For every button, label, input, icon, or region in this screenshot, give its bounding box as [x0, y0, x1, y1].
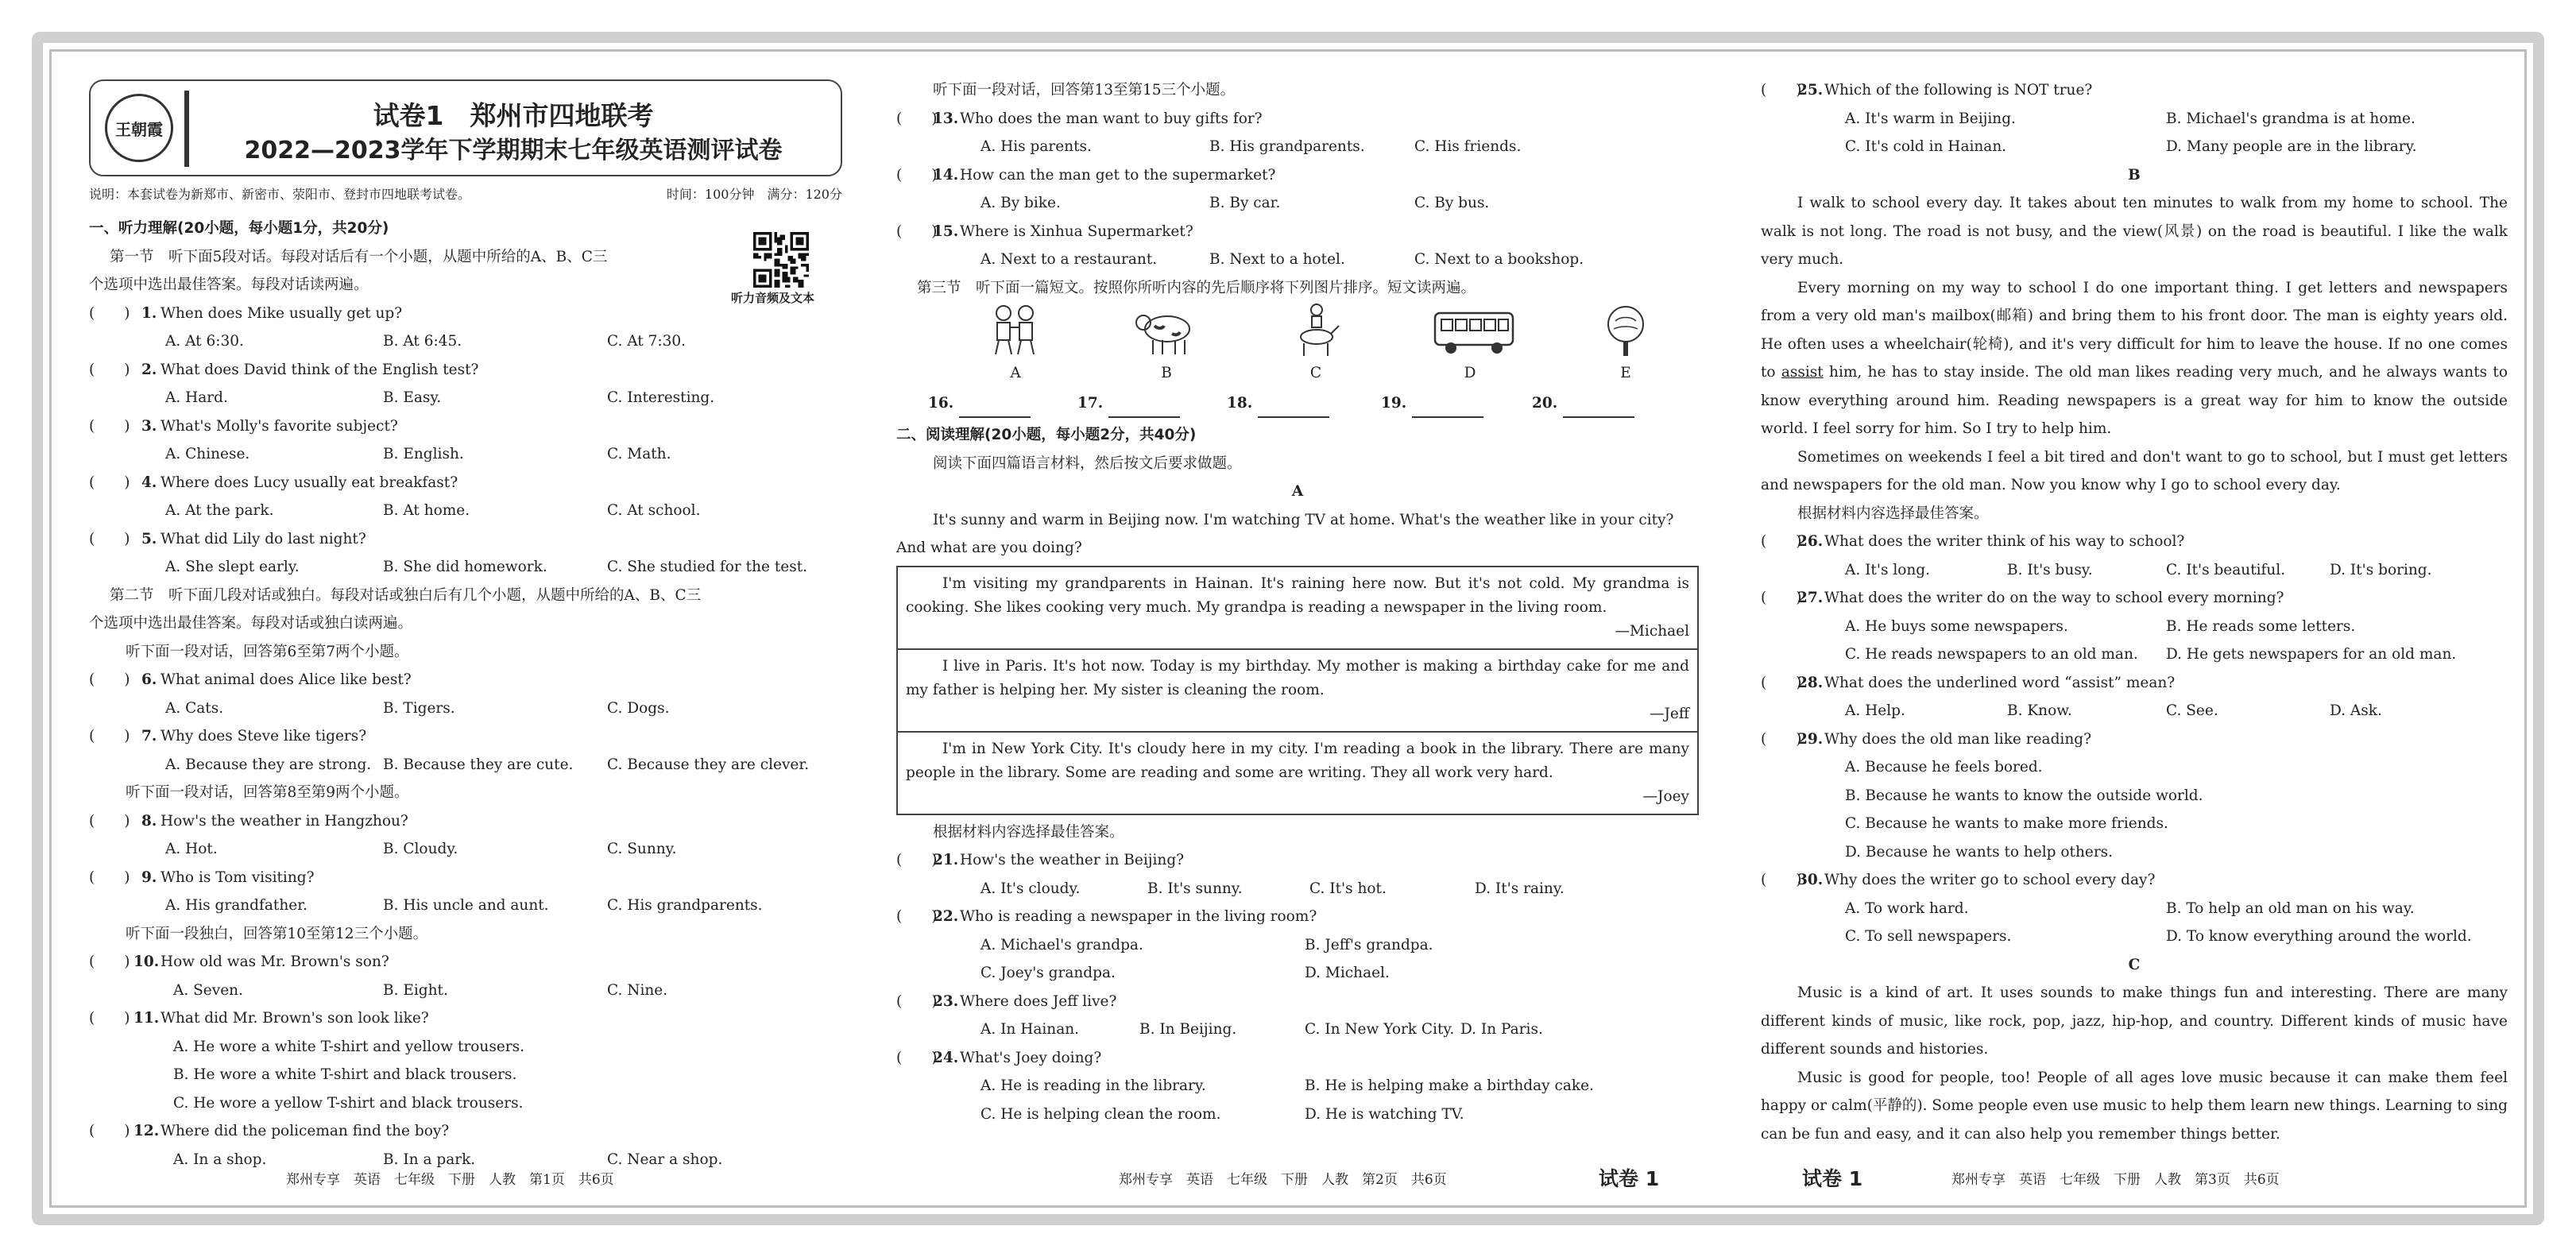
option-a[interactable]: A. Hot. — [165, 841, 218, 857]
option-c[interactable]: C. It's cold in Hainan. — [1845, 138, 2007, 155]
option-c[interactable]: C. Joey's grandpa. — [981, 965, 1116, 981]
option-b[interactable]: B. At 6:45. — [383, 333, 462, 350]
option-b[interactable]: B. Tigers. — [383, 699, 455, 717]
option-a[interactable]: A. Cats. — [165, 699, 224, 717]
option-b[interactable]: B. Michael's grandma is at home. — [2166, 110, 2415, 127]
option-b[interactable]: B. Because he wants to know the outside world. — [1845, 787, 2203, 804]
answer-blank-20[interactable]: 20. — [1532, 389, 1634, 418]
option-a[interactable]: A. Next to a restaurant. — [981, 251, 1158, 268]
picture-a — [976, 302, 1055, 388]
picture-label: A — [1010, 365, 1021, 381]
option-11b — [89, 1061, 842, 1089]
options-8 — [89, 835, 842, 864]
option-b[interactable]: B. His uncle and aunt. — [383, 897, 549, 914]
question-29: ( ) 29. Why does the old man like reading? — [1761, 730, 2092, 748]
options-4 — [89, 497, 842, 525]
option-b[interactable]: B. He reads some letters. — [2166, 617, 2356, 635]
options-22ab — [896, 931, 1699, 960]
option-b[interactable]: B. It's busy. — [2007, 561, 2093, 578]
question-14: ( ) 14. How can the man get to the supermarket? — [896, 166, 1276, 184]
passage-b-p2: Every morning on my way to school I do one important thing. I get letters and newspapers from a very old man's mailbox(邮箱) and bring them to his front door. The man is eighty years old. He often uses a wheelchair(轮椅), and it's very difficult for him to leave the house. If no one comes to assist him, he has to stay inside. The old man likes reading very much, and he always wants to know everything around him. Reading newspapers is a great way for him to know the outside world. I feel sorry for him. So I try to help him. — [1761, 279, 2508, 437]
options-27ab — [1761, 613, 2508, 641]
footer-page-2: 郑州专享 英语 七年级 下册 人教 第2页 共6页 — [1119, 1172, 1447, 1188]
option-b[interactable]: B. Easy. — [383, 389, 442, 406]
passage-a-label: A — [1291, 483, 1304, 500]
option-c[interactable]: C. Next to a bookshop. — [1414, 251, 1584, 268]
option-d[interactable]: D. It's rainy. — [1475, 880, 1565, 897]
option-c[interactable]: C. By bus. — [1414, 195, 1490, 211]
options-10 — [89, 977, 842, 1005]
exam-header — [89, 79, 842, 176]
exam-title: 试卷1 郑州市四地联考 — [373, 100, 654, 131]
option-29b — [1761, 782, 2508, 810]
options-24cd — [896, 1100, 1699, 1129]
exam-subtitle: 2022—2023学年下学期期末七年级英语测评试卷 — [244, 137, 783, 164]
options-14 — [896, 189, 1699, 218]
question-3: ( ) 3. What's Molly's favorite subject? — [89, 417, 398, 435]
options-13 — [896, 133, 1699, 161]
option-b[interactable]: B. Jeff's grandpa. — [1305, 936, 1433, 953]
options-24ab — [896, 1072, 1699, 1100]
option-c[interactable]: C. It's beautiful. — [2166, 561, 2286, 578]
part2-intro: 阅读下面四篇语言材料，然后按文后要求做题。 — [933, 454, 1242, 472]
signature: —Michael — [1615, 622, 1689, 640]
signature: —Jeff — [1649, 705, 1689, 722]
question-1: ( ) 1. When does Mike usually get up? — [89, 304, 403, 322]
part2-heading: 二、阅读理解(20小题，每小题2分，共40分) — [896, 427, 1197, 443]
option-b[interactable]: B. In Beijing. — [1139, 1021, 1237, 1038]
picture-label: D — [1464, 365, 1476, 381]
options-30ab — [1761, 895, 2508, 923]
question-24: ( ) 24. What's Joey doing? — [896, 1049, 1102, 1066]
option-a[interactable]: A. His parents. — [981, 138, 1092, 155]
options-6 — [89, 694, 842, 723]
picture-c — [1276, 302, 1356, 388]
option-d[interactable]: D. Because he wants to help others. — [1845, 843, 2114, 861]
option-a[interactable]: A. Seven. — [173, 981, 243, 999]
section2-instruction: 第二节 听下面几段对话或独白。每段对话或独白后有几个小题，从题中所给的A、B、C三 — [110, 586, 702, 604]
option-a[interactable]: A. Michael's grandpa. — [981, 936, 1143, 953]
intro-13-15: 听下面一段对话，回答第13至第15三个小题。 — [933, 82, 1236, 99]
option-b[interactable]: B. Because they are cute. — [383, 756, 574, 773]
option-a[interactable]: A. Because he feels bored. — [1845, 759, 2043, 775]
picture-label: C — [1309, 365, 1322, 381]
options-21 — [896, 875, 1699, 903]
question-25: ( ) 25. Which of the following is NOT true? — [1761, 82, 2093, 99]
option-c[interactable]: C. She studied for the test. — [607, 559, 808, 575]
picture-row — [896, 302, 1699, 389]
option-a[interactable]: A. Hard. — [165, 389, 228, 406]
question-5: ( ) 5. What did Lily do last night? — [89, 530, 366, 547]
header-divider — [184, 91, 189, 167]
replies-box — [896, 566, 1699, 815]
options-26 — [1761, 556, 2508, 585]
option-11c — [89, 1089, 842, 1118]
exam-tag-right: 试卷 1 — [1599, 1167, 1660, 1190]
option-c[interactable]: C. Near a shop. — [607, 1151, 723, 1168]
underlined-word: assist — [1781, 364, 1824, 381]
option-b[interactable]: B. His grandparents. — [1209, 138, 1365, 155]
option-c[interactable]: C. See. — [2166, 702, 2218, 719]
option-c[interactable]: C. Because he wants to make more friends. — [1845, 815, 2168, 832]
option-11a — [89, 1033, 842, 1062]
option-c[interactable]: C. His grandparents. — [607, 897, 763, 914]
answer-blank-16[interactable]: 16. — [928, 389, 1031, 418]
option-a[interactable]: A. In a shop. — [173, 1151, 267, 1168]
picture-e — [1586, 302, 1665, 388]
option-b[interactable]: B. By car. — [1209, 195, 1281, 211]
option-a[interactable]: A. To work hard. — [1845, 899, 1969, 917]
intro-8-9: 听下面一段对话，回答第8至第9两个小题。 — [126, 784, 409, 801]
question-10: ( ) 10. How old was Mr. Brown's son? — [89, 953, 389, 970]
section1-instruction-cont: 个选项中选出最佳答案。每段对话读两遍。 — [89, 277, 369, 293]
column-page-3 — [1761, 76, 2508, 1148]
note-text: 说明：本套试卷为新郑市、新密市、荥阳市、登封市四地联考试卷。 — [89, 187, 471, 202]
option-a[interactable]: A. At the park. — [165, 502, 274, 519]
passage-b-label: B — [2128, 166, 2141, 184]
option-a[interactable]: A. Chinese. — [165, 446, 250, 462]
option-c[interactable]: C. He wore a yellow T-shirt and black trousers. — [173, 1094, 524, 1112]
question-12: ( ) 12. Where did the policeman find the boy? — [89, 1123, 450, 1139]
picture-label: E — [1620, 365, 1631, 381]
passage-a-intro-1: It's sunny and warm in Beijing now. I'm watching TV at home. What's the weather like in your city? — [933, 511, 1674, 528]
choose-instruction-b: 根据材料内容选择最佳答案。 — [1797, 505, 1989, 522]
option-c[interactable]: C. Nine. — [607, 981, 668, 999]
option-b[interactable]: B. Next to a hotel. — [1209, 251, 1345, 268]
options-2 — [89, 384, 842, 412]
option-c[interactable]: C. Interesting. — [607, 389, 715, 406]
part1-heading: 一、听力理解(20小题，每小题1分，共20分) — [89, 220, 389, 237]
option-29c — [1761, 810, 2508, 838]
question-6: ( ) 6. What animal does Alice like best? — [89, 671, 412, 688]
section2-instruction-cont: 个选项中选出最佳答案。每段对话或独白读两遍。 — [89, 615, 413, 632]
option-c[interactable]: C. Dogs. — [607, 699, 670, 717]
option-b[interactable]: B. Eight. — [383, 981, 448, 999]
picture-d — [1430, 302, 1510, 388]
options-30cd — [1761, 922, 2508, 951]
question-22: ( ) 22. Who is reading a newspaper in the living room? — [896, 908, 1317, 925]
options-27cd — [1761, 640, 2508, 669]
passage-b-p3: Sometimes on weekends I feel a bit tired and don't want to go to school, but I must get letters and newspapers for the old man. Now you know why I go to school every day. — [1761, 448, 2508, 493]
option-c[interactable]: C. In New York City. — [1305, 1021, 1455, 1038]
options-1 — [89, 327, 842, 356]
tree-icon — [1590, 302, 1661, 359]
options-9 — [89, 892, 842, 920]
option-a[interactable]: A. His grandfather. — [165, 897, 307, 914]
option-d[interactable]: D. Michael. — [1305, 965, 1390, 981]
question-27: ( ) 27. What does the writer do on the way to school every morning? — [1761, 590, 2284, 606]
options-5 — [89, 553, 842, 582]
option-b[interactable]: B. Cloudy. — [383, 841, 458, 857]
question-2: ( ) 2. What does David think of the English test? — [89, 361, 479, 378]
exam-tag-left: 试卷 1 — [1802, 1167, 1863, 1190]
option-a[interactable]: A. At 6:30. — [165, 333, 244, 350]
option-c[interactable]: C. Math. — [607, 446, 671, 462]
passage-b-p1: I walk to school every day. It takes about ten minutes to walk from my home to school. The walk is not long. The road is not busy, and the view(风景) on the road is beautiful. I like the walk very much. — [1761, 195, 2508, 268]
option-a[interactable]: A. It's cloudy. — [981, 880, 1081, 897]
qr-label: 听力音频及文本 — [731, 291, 815, 305]
passage-c-p2: Music is good for people, too! People of all ages love music because it can make them feel happy or calm(平静的). Some people even use music to help them learn new things. Learning to sing can be fun and easy, and it can also help you remember things better. — [1761, 1069, 2508, 1143]
option-c[interactable]: C. To sell newspapers. — [1845, 928, 2012, 945]
question-30: ( ) 30. Why does the writer go to school every day? — [1761, 872, 2156, 888]
section3-instruction: 第三节 听下面一篇短文。按照你所听内容的先后顺序将下列图片排序。短文读两遍。 — [917, 279, 1476, 296]
question-9: ( ) 9. Who is Tom visiting? — [89, 868, 315, 886]
passage-c-label: C — [2128, 956, 2141, 973]
options-15 — [896, 246, 1699, 274]
intro-6-7: 听下面一段对话，回答第6至第7两个小题。 — [126, 643, 409, 660]
option-b[interactable]: B. She did homework. — [383, 559, 547, 575]
option-a[interactable]: A. By bike. — [981, 195, 1061, 211]
question-8: ( ) 8. How's the weather in Hangzhou? — [89, 812, 408, 830]
option-c[interactable]: C. At 7:30. — [607, 333, 687, 350]
answer-blank-18[interactable]: 18. — [1227, 389, 1329, 418]
question-15: ( ) 15. Where is Xinhua Supermarket? — [896, 222, 1193, 240]
option-a[interactable]: A. She slept early. — [165, 559, 300, 575]
option-c[interactable]: C. He reads newspapers to an old man. — [1845, 646, 2138, 663]
two-kids-icon — [980, 302, 1051, 359]
option-b[interactable]: B. It's sunny. — [1147, 880, 1243, 897]
footer-page-1: 郑州专享 英语 七年级 下册 人教 第1页 共6页 — [286, 1172, 614, 1188]
option-a[interactable]: A. It's long. — [1845, 561, 1931, 578]
option-d[interactable]: D. He gets newspapers for an old man. — [2166, 646, 2457, 663]
option-c[interactable]: C. At school. — [607, 502, 701, 519]
answer-blank-19[interactable]: 19. — [1381, 389, 1483, 418]
reply-joey: I'm in New York City. It's cloudy here in my city. I'm reading a book in the library. There are many people in the library. Some are reading and some are writing. They all work very hard. —Joey — [898, 733, 1697, 814]
option-d[interactable]: D. It's boring. — [2330, 561, 2432, 578]
option-c[interactable]: C. His friends. — [1414, 138, 1522, 155]
question-13: ( ) 13. Who does the man want to buy gifts for? — [896, 110, 1263, 127]
answer-blank-17[interactable]: 17. — [1077, 389, 1180, 418]
picture-label: B — [1161, 365, 1172, 381]
picture-b — [1127, 302, 1206, 388]
signature: —Joey — [1642, 787, 1689, 805]
cow-icon — [1131, 302, 1202, 359]
options-25ab — [1761, 105, 2508, 133]
options-25cd — [1761, 133, 2508, 161]
passage-a-intro-2: And what are you doing? — [896, 540, 1082, 556]
passage-c-p1: Music is a kind of art. It uses sounds to make things fun and interesting. There are many different kinds of music, like rock, pop, jazz, hip-hop, and country. Different kinds of music have different sounds and histories. — [1761, 984, 2508, 1058]
option-29a — [1761, 753, 2508, 782]
choose-instruction-a: 根据材料内容选择最佳答案。 — [933, 823, 1124, 841]
reply-michael: I'm visiting my grandparents in Hainan. It's raining here now. But it's not cold. My grandma is cooking. She likes cooking very much. My grandpa is reading a newspaper in the living room. —Michael — [898, 567, 1697, 650]
option-a[interactable]: A. Because they are strong. — [165, 756, 372, 773]
option-b[interactable]: B. To help an old man on his way. — [2166, 899, 2415, 917]
question-23: ( ) 23. Where does Jeff live? — [896, 992, 1117, 1010]
option-c[interactable]: C. Sunny. — [607, 841, 677, 857]
option-b[interactable]: B. He is helping make a birthday cake. — [1305, 1077, 1594, 1094]
options-23 — [896, 1015, 1699, 1044]
exam-note — [89, 184, 842, 203]
option-d[interactable]: D. To know everything around the world. — [2166, 928, 2472, 945]
question-7: ( ) 7. Why does Steve like tigers? — [89, 728, 367, 745]
option-a[interactable]: A. It's warm in Beijing. — [1845, 110, 2016, 127]
option-c[interactable]: C. Because they are clever. — [607, 756, 810, 773]
column-page-2 — [896, 76, 1699, 1128]
option-c[interactable]: C. It's hot. — [1309, 880, 1387, 897]
option-d[interactable]: D. He is watching TV. — [1305, 1105, 1464, 1123]
options-7 — [89, 751, 842, 779]
option-a[interactable]: A. Help. — [1845, 702, 1905, 719]
footer-page-3: 郑州专享 英语 七年级 下册 人教 第3页 共6页 — [1951, 1172, 2280, 1188]
option-a[interactable]: A. In Hainan. — [981, 1021, 1080, 1038]
option-a[interactable]: A. He is reading in the library. — [981, 1077, 1206, 1094]
question-4: ( ) 4. Where does Lucy usually eat breakfast? — [89, 474, 458, 491]
kid-on-horse-icon — [1280, 302, 1352, 359]
option-d[interactable]: D. Ask. — [2330, 702, 2382, 719]
option-d[interactable]: D. Many people are in the library. — [2166, 138, 2417, 155]
option-d[interactable]: D. In Paris. — [1460, 1021, 1543, 1038]
option-a[interactable]: A. He wore a white T-shirt and yellow trousers. — [173, 1038, 525, 1055]
option-b[interactable]: B. English. — [383, 446, 464, 462]
options-28 — [1761, 697, 2508, 725]
option-a[interactable]: A. He buys some newspapers. — [1845, 617, 2068, 635]
publisher-logo: 王朝霞 — [105, 94, 173, 162]
question-28: ( ) 28. What does the underlined word “assist” mean? — [1761, 674, 2176, 691]
option-b[interactable]: B. In a park. — [383, 1151, 476, 1168]
options-22cd — [896, 959, 1699, 988]
options-3 — [89, 440, 842, 469]
option-b[interactable]: B. At home. — [383, 502, 470, 519]
option-b[interactable]: B. Know. — [2007, 702, 2072, 719]
column-page-1 — [89, 215, 842, 1174]
intro-10-12: 听下面一段独白，回答第10至第12三个小题。 — [126, 925, 428, 942]
question-11: ( ) 11. What did Mr. Brown's son look like? — [89, 1010, 429, 1027]
section1-instruction: 第一节 听下面5段对话。每段对话后有一个小题，从题中所给的A、B、C三 — [110, 248, 608, 265]
reply-jeff: I live in Paris. It's hot now. Today is my birthday. My mother is making a birthday cake for me and my father is helping her. My sister is cleaning the room. —Jeff — [898, 650, 1697, 733]
question-21: ( ) 21. How's the weather in Beijing? — [896, 852, 1185, 868]
option-c[interactable]: C. He is helping clean the room. — [981, 1105, 1221, 1123]
order-blanks — [896, 389, 1699, 421]
option-29d — [1761, 838, 2508, 867]
option-b[interactable]: B. He wore a white T-shirt and black trousers. — [173, 1066, 517, 1083]
question-26: ( ) 26. What does the writer think of his way to school? — [1761, 533, 2185, 550]
bus-icon — [1430, 302, 1518, 359]
time-score: 时间：100分钟 满分：120分 — [666, 187, 842, 202]
